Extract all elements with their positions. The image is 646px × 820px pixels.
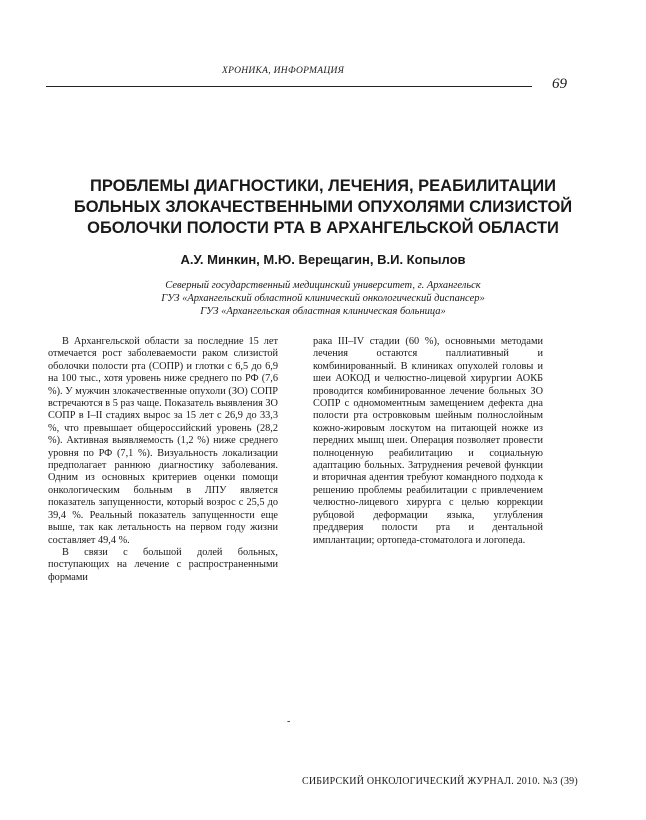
article-authors: А.У. Минкин, М.Ю. Верещагин, В.И. Копылов <box>180 252 466 267</box>
running-header-section: ХРОНИКА, ИНФОРМАЦИЯ <box>222 66 345 76</box>
title-line: ПРОБЛЕМЫ ДИАГНОСТИКИ, ЛЕЧЕНИЯ, РЕАБИЛИТАЦИИ <box>90 177 556 195</box>
title-line: БОЛЬНЫХ ЗЛОКАЧЕСТВЕННЫМИ ОПУХОЛЯМИ СЛИЗИСТОЙ <box>73 198 573 216</box>
body-column-right <box>313 336 543 547</box>
page-number: 69 <box>552 76 567 92</box>
affiliation-line: ГУЗ «Архангельская областная клиническая больница» <box>200 306 446 317</box>
body-paragraph: рака III–IV стадии (60 %), основными методами лечения остаются паллиативный и комбинированный. В клиниках опухолей головы и шеи АОКОД и челюстно-лицевой хирургии АОКБ проводится комбинированное лечение больных ЗО СОПР с одномоментным замещением дефекта дна полости рта островковым шейным полнослойным кожно-жировым лоскутом на питающей ножке из передних мышц шеи. Операция позволяет провести полноценную реабилитацию и социальную адаптацию больных. Затруднения речевой функции и вторичная адентия требуют командного подхода к решению проблемы реабилитации с привлечением челюстно-лицевого хирурга с целью коррекции рубцовой деформации языка, углубления преддверия полости рта и дентальной имплантации; ортопеда-стоматолога и логопеда. <box>313 336 543 546</box>
body-paragraph: В Архангельской области за последние 15 лет отмечается рост заболеваемости раком слизистой оболочки полости рта (СОПР) и глотки с 6,5 до 6,9 на 100 тыс., хотя уровень ниже среднего по РФ (7,6 %). У мужчин злокачественные опухоли (ЗО) СОПР встречаются в 5 раз чаще. Показатель выявления ЗО СОПР в I–II стадиях вырос за 15 лет с 26,9 до 33,3 %, что превышает общероссийский уровень (28,2 %). Активная выявляемость (1,2 %) ниже среднего уровня по РФ (7,1 %). Визуальность локализации предполагает раннюю диагностику заболевания. Одним из основных критериев оценки помощи онкологическим больным в ЛПУ является показатель запущенности, который возрос с 25,5 до 39,4 %. Реальный показатель запущенности еще выше, так как летальность на первом году жизни составляет 49,4 %. <box>48 336 278 546</box>
body-paragraph: В связи с большой долей больных, поступающих на лечение с распространенными формами <box>48 546 278 583</box>
journal-footer: СИБИРСКИЙ ОНКОЛОГИЧЕСКИЙ ЖУРНАЛ. 2010. №3 (39) <box>302 776 578 787</box>
header-rule <box>46 86 532 87</box>
page-mark: - <box>287 716 291 727</box>
title-line: ОБОЛОЧКИ ПОЛОСТИ РТА В АРХАНГЕЛЬСКОЙ ОБЛАСТИ <box>87 219 559 237</box>
article-title <box>40 176 606 239</box>
body-column-left <box>48 336 278 584</box>
affiliation-line: Северный государственный медицинский университет, г. Архангельск <box>165 280 481 291</box>
article-affiliations <box>40 279 606 318</box>
affiliation-line: ГУЗ «Архангельский областной клинический онкологический диспансер» <box>161 293 485 304</box>
